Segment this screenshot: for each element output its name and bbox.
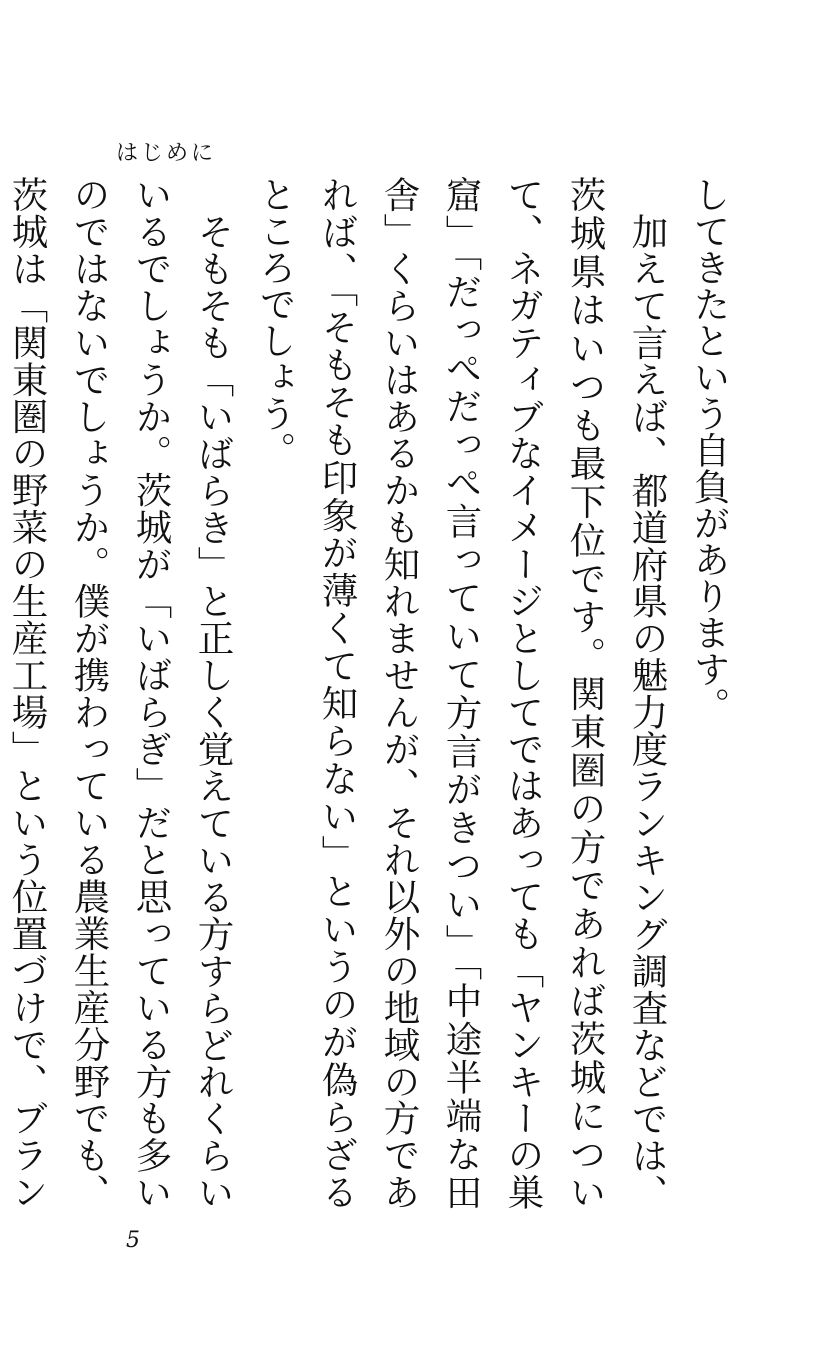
vertical-body-text [6, 176, 740, 1211]
paragraph-1: してきたという自負があります。 [688, 176, 731, 724]
running-head: はじめに [116, 141, 217, 166]
paragraph-3: そもそも「いばらき」と正しく覚えている方すらどれくらいいるでしょうか。茨城が「いばらぎ」だと思っている方も多いのではないでしょうか。僕が携わっている農業生産分野でも、茨城は「関東圏の野菜の生産工場」という位置づけで、ブラン [6, 176, 235, 1211]
page-number: 5 [126, 1228, 140, 1253]
paragraph-2: 加えて言えば、都道府県の魅力度ランキング調査などでは、茨城県はいつも最下位です。関東圏の方であれば茨城について、ネガティブなイメージとしてではあっても「ヤンキーの巣窟」「だっぺだっぺ言っていて方言がきつい」「中途半端な田舎」くらいはあるかも知れませんが、それ以外の地域の方であれば、「そもそも印象が薄くて知らない」というのが偽らざるところでしょう。 [254, 176, 669, 1210]
